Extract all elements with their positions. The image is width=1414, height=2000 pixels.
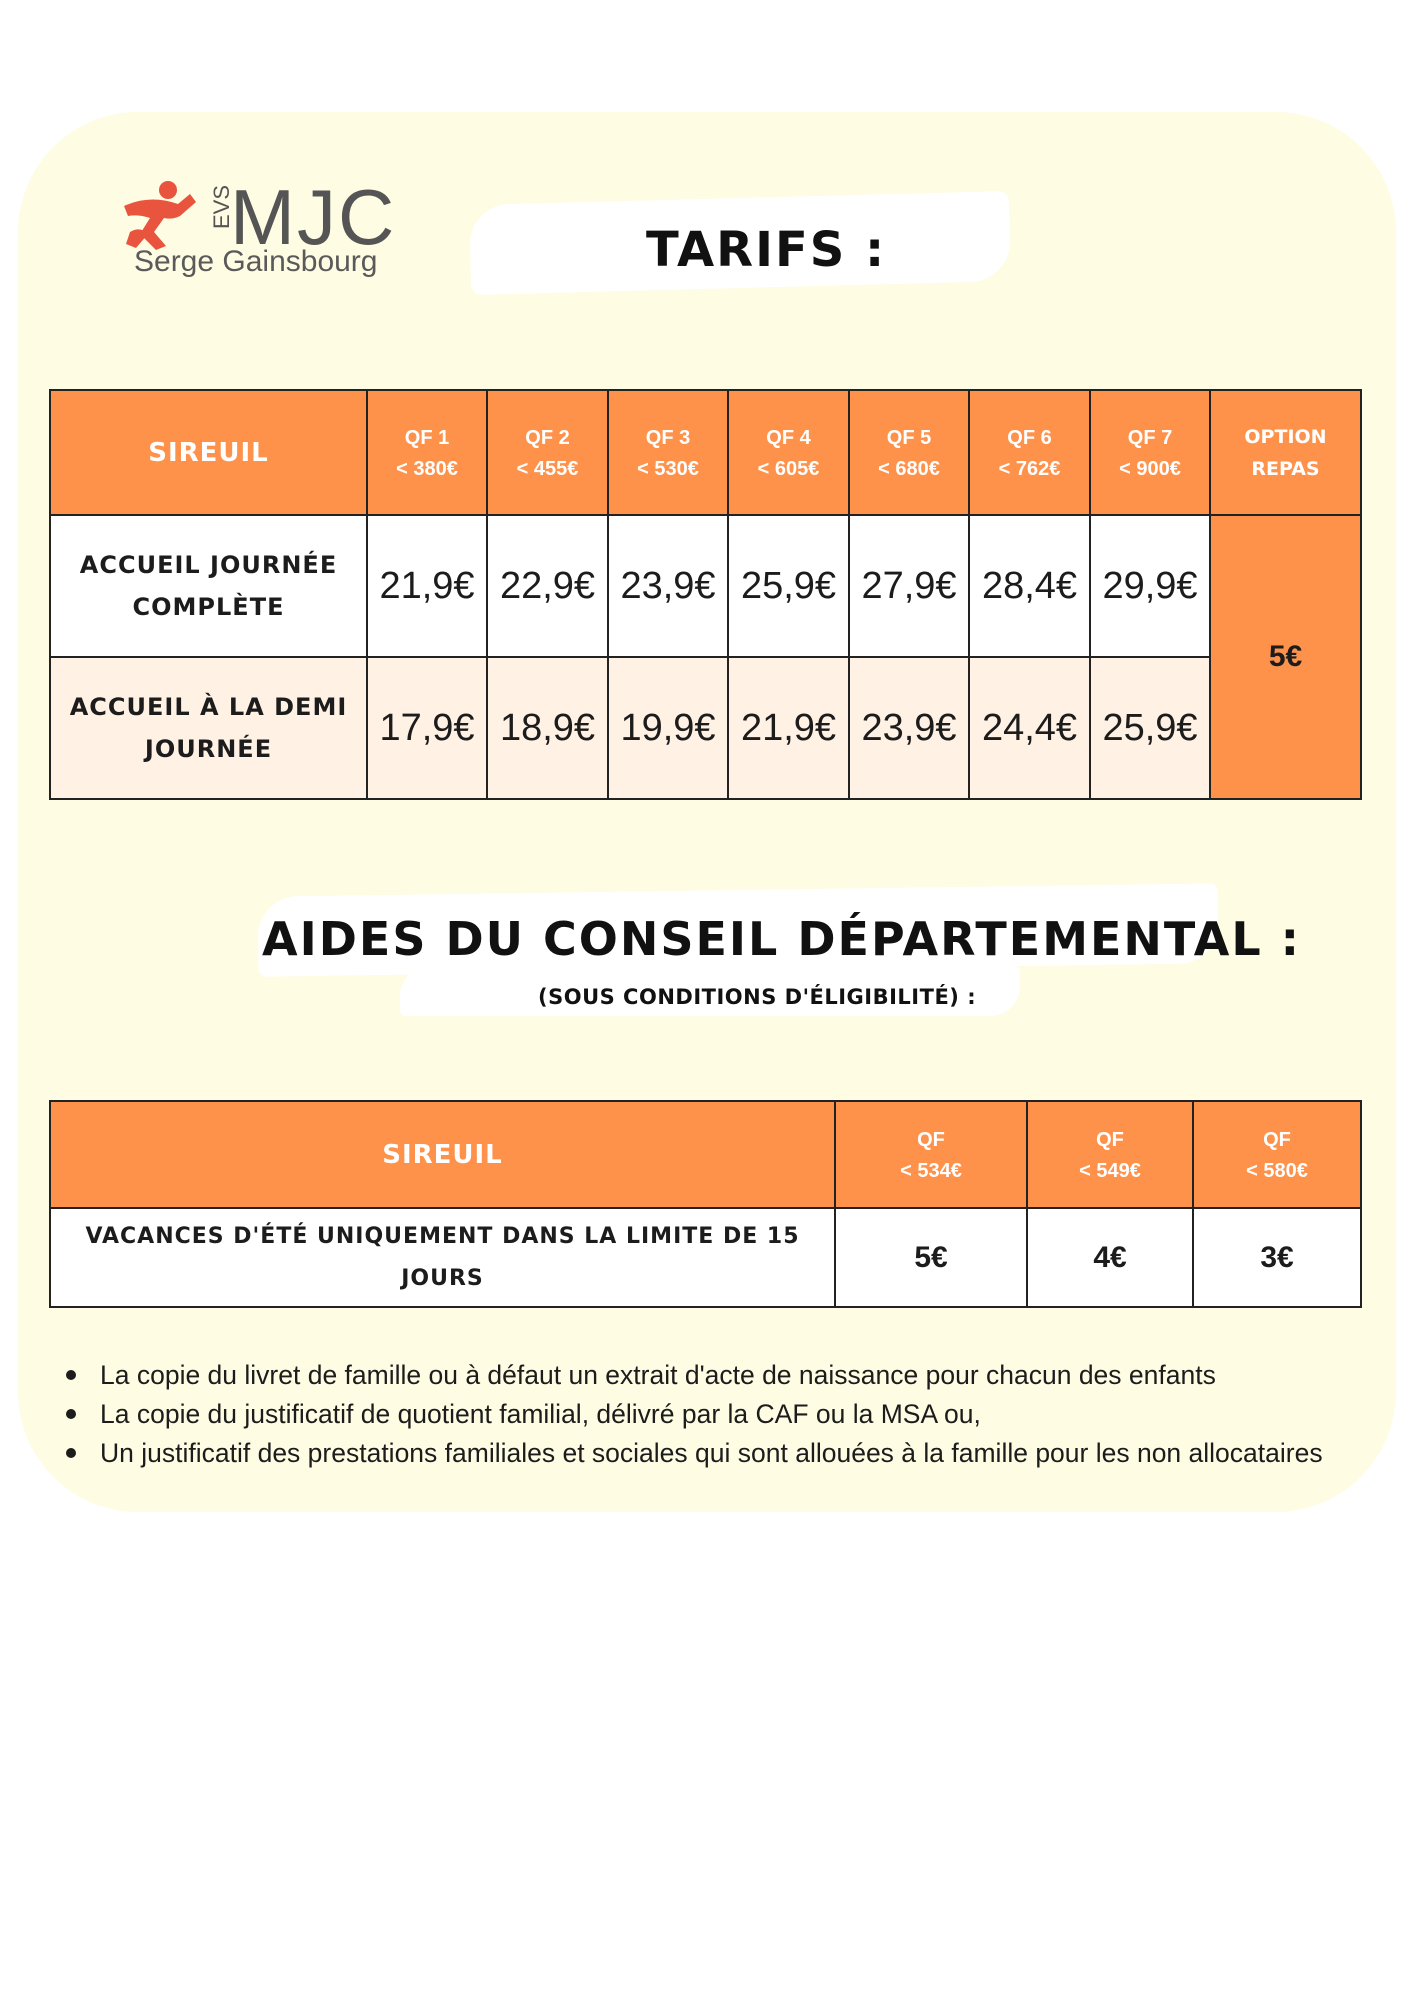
price-cell: 23,9€ [608, 515, 728, 657]
price-cell: 18,9€ [487, 657, 608, 799]
price-cell: 24,4€ [969, 657, 1090, 799]
qf-header: QF 7 < 900€ [1090, 390, 1210, 515]
price-cell: 21,9€ [728, 657, 849, 799]
tarifs-title: TARIFS : [646, 222, 887, 278]
price-cell: 25,9€ [1090, 657, 1210, 799]
table-row [50, 1208, 1361, 1307]
row-label: ACCUEIL JOURNÉE COMPLÈTE [50, 515, 367, 657]
aides-title: AIDES DU CONSEIL DÉPARTEMENTAL : [262, 912, 1302, 966]
qf-header: QF < 580€ [1193, 1101, 1361, 1208]
aides-header-row [50, 1101, 1361, 1208]
price-cell: 25,9€ [728, 515, 849, 657]
aid-value-cell: 4€ [1027, 1208, 1193, 1307]
aid-value-cell: 5€ [835, 1208, 1027, 1307]
required-documents-list [58, 1356, 1323, 1473]
row-label: VACANCES D'ÉTÉ UNIQUEMENT DANS LA LIMITE DE 15 JOURS [50, 1208, 835, 1307]
qf-header: QF 1 < 380€ [367, 390, 487, 515]
list-item: La copie du livret de famille ou à défaut un extrait d'acte de naissance pour chacun des enfants [58, 1356, 1323, 1395]
runner-logo-icon [120, 180, 200, 250]
price-cell: 21,9€ [367, 515, 487, 657]
list-item: Un justificatif des prestations familiales et sociales qui sont allouées à la famille pour les non allocataires [58, 1434, 1323, 1473]
aides-subtitle: (SOUS CONDITIONS D'ÉLIGIBILITÉ) : [538, 985, 977, 1009]
location-header: SIREUIL [50, 1101, 835, 1208]
table-row [50, 515, 1361, 657]
aid-value-cell: 3€ [1193, 1208, 1361, 1307]
price-cell: 27,9€ [849, 515, 969, 657]
price-cell: 22,9€ [487, 515, 608, 657]
qf-header: QF 6 < 762€ [969, 390, 1090, 515]
bullet-icon [66, 1409, 76, 1419]
tarifs-header-row [50, 390, 1361, 515]
logo-brand: MJC [230, 173, 397, 261]
aides-table [49, 1100, 1362, 1308]
qf-header: QF 3 < 530€ [608, 390, 728, 515]
qf-header: QF < 534€ [835, 1101, 1027, 1208]
qf-header: QF 2 < 455€ [487, 390, 608, 515]
price-cell: 23,9€ [849, 657, 969, 799]
price-cell: 29,9€ [1090, 515, 1210, 657]
price-cell: 19,9€ [608, 657, 728, 799]
qf-header: QF 4 < 605€ [728, 390, 849, 515]
logo-evs: EVS [209, 184, 235, 230]
bullet-icon [66, 1370, 76, 1380]
qf-header: QF 5 < 680€ [849, 390, 969, 515]
table-row [50, 657, 1361, 799]
option-repas-price: 5€ [1210, 515, 1361, 799]
price-cell: 28,4€ [969, 515, 1090, 657]
location-header: SIREUIL [50, 390, 367, 515]
list-item: La copie du justificatif de quotient familial, délivré par la CAF ou la MSA ou, [58, 1395, 1323, 1434]
option-repas-header: OPTION REPAS [1210, 390, 1361, 515]
mjc-logo [120, 173, 420, 290]
logo-subtitle: Serge Gainsbourg [134, 245, 378, 278]
tarifs-table [49, 389, 1362, 800]
qf-header: QF < 549€ [1027, 1101, 1193, 1208]
row-label: ACCUEIL À LA DEMI JOURNÉE [50, 657, 367, 799]
bullet-icon [66, 1448, 76, 1458]
price-cell: 17,9€ [367, 657, 487, 799]
